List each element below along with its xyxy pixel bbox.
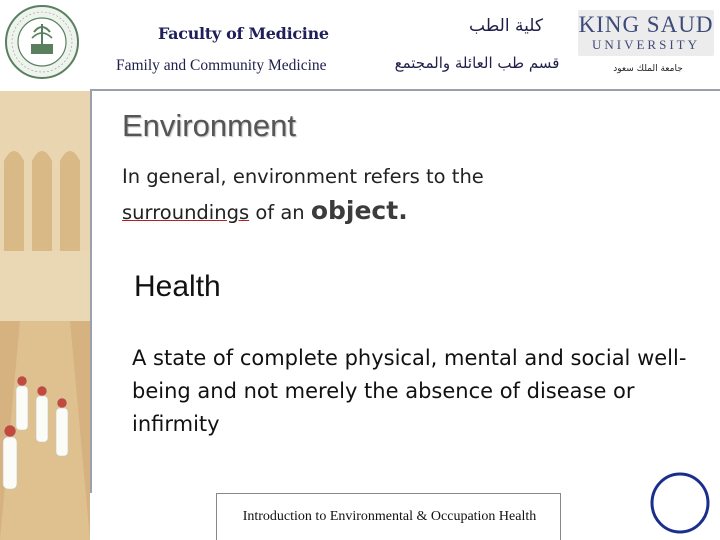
environment-text-part-2: of an [249,201,311,224]
footer-box [216,493,561,540]
environment-heading: Environment [122,108,297,143]
surroundings-term: surroundings [122,201,250,224]
campus-photo [0,91,90,540]
header-divider [90,89,720,91]
king-saud-university-logo [578,10,714,56]
university-name-ar: جامعة الملك سعود [613,64,683,74]
oval-shape-icon [648,470,712,536]
university-seal-icon [4,4,80,80]
department-name-ar: قسم طب العائلة والمجتمع [394,54,560,72]
health-heading: Health [134,270,221,303]
environment-definition [122,160,682,230]
faculty-name-en: Faculty of Medicine [158,24,329,43]
department-name-en: Family and Community Medicine [116,57,327,74]
footer-title: Introduction to Environmental & Occupation Health [242,509,537,524]
object-term: object. [310,196,408,225]
faculty-name-ar: كلية الطب [469,16,543,36]
logo-line-1: KING SAUD [578,12,714,37]
health-definition: A state of complete physical, mental and social well-being and not merely the absence of disease or infirmity [132,346,687,436]
logo-line-2: UNIVERSITY [592,37,700,52]
environment-text-part-1: In general, environment refers to the [122,165,484,188]
sidebar-divider [90,89,92,493]
